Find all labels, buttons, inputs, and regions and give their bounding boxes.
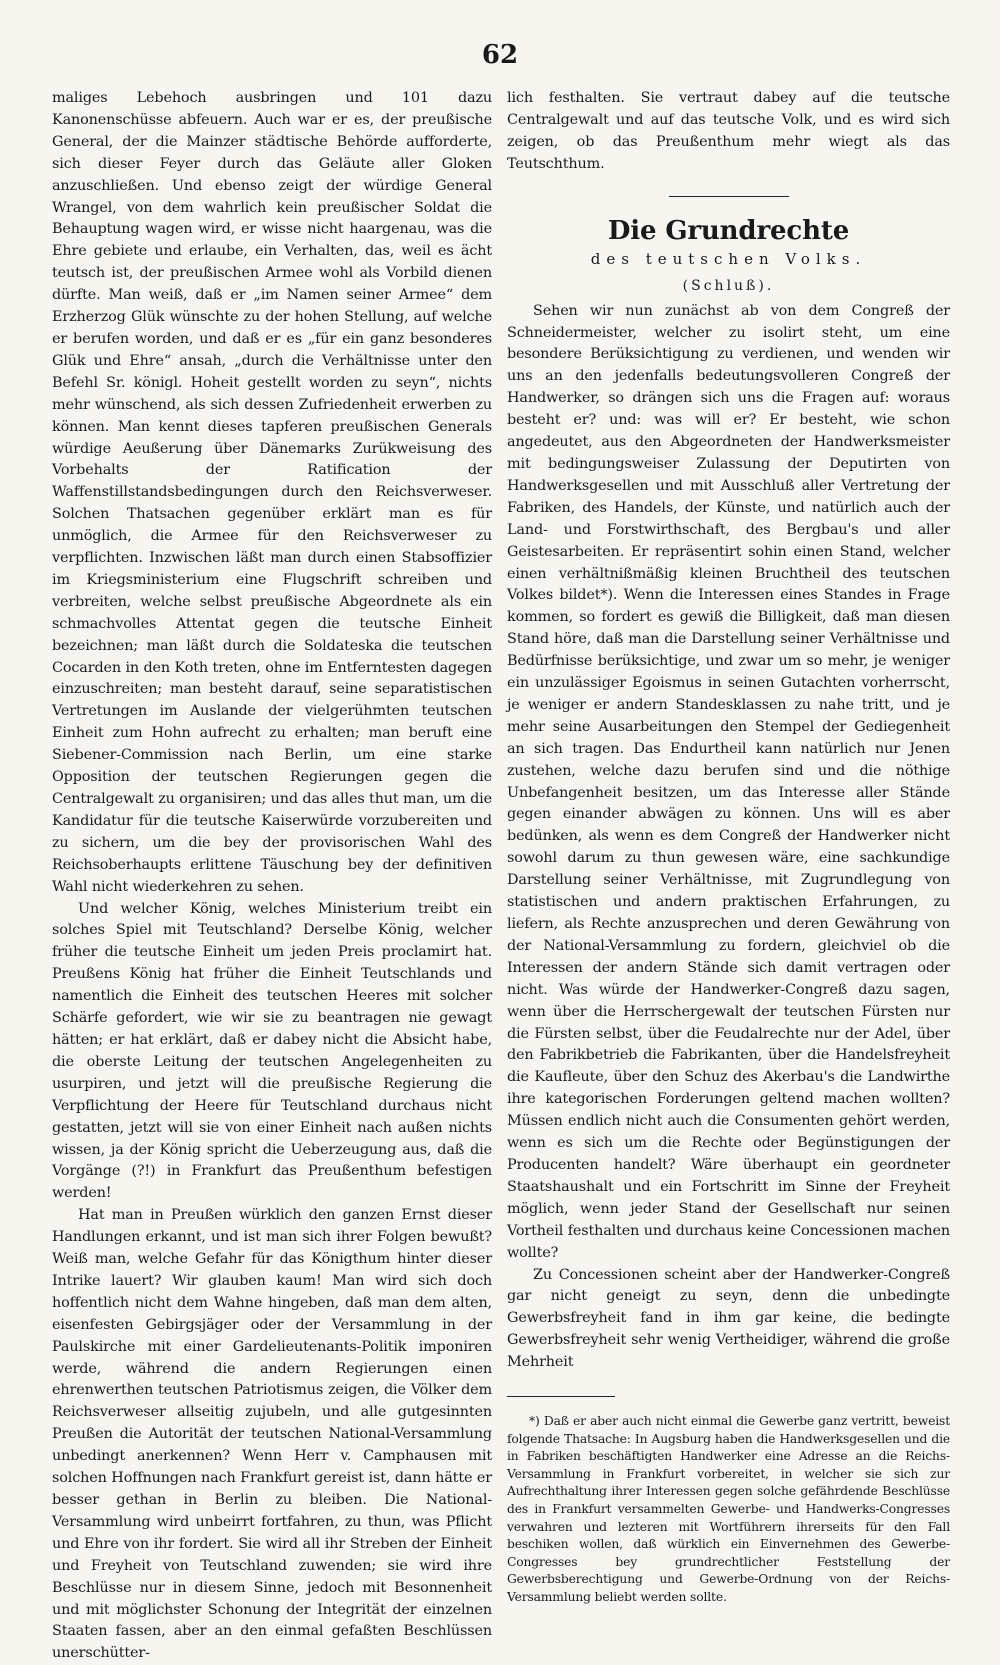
section-divider — [669, 196, 789, 197]
right-paragraph-1: Sehen wir nun zunächst ab von dem Congreß der Schneidermeister, welcher zu isolirt steht, um eine besondere Berüksichtigung zu verdienen, und wenden wir uns an den jedenfalls bedeutungsvolleren Congreß der Handwerker, so drängen sich uns die Fragen auf: woraus besteht er? und: was will er? Er besteht, wie schon angedeutet, aus den Abgeordneten der Handwerksmeister mit bedingungsweiser Zulassung der Deputirten von Handwerksgesellen und mit Ausschluß aller Vertretung der Fabriken, des Handels, der Künste, und natürlich auch der Land- und Forstwirthschaft, des Bergbau's und aller Geistesarbeiten. Er repräsentirt sohin einen Stand, welcher einen verhältnißmäßig kleinen Bruchtheil des teutschen Volkes bildet*). Wenn die Interessen eines Standes in Frage kommen, so fordert es gewiß die Billigkeit, daß man diesen Stand höre, daß man die Darstellung seiner Verhältnisse und Bedürfnisse berüksichtige, und zwar um so mehr, je weniger ein unzulässiger Egoismus in seinen Gutachten vorherrscht, je weniger er andern Standesklassen zu nahe tritt, und je mehr seine Ausarbeitungen den Stempel der Gediegenheit an sich tragen. Das Endurtheil kann natürlich nur Jenen zustehen, welche dazu berufen sind und die nöthige Unbefangenheit besitzen, um das Interesse aller Stände gegen einander abwägen zu können. Uns will es aber bedünken, als wenn es dem Congreß der Handwerker nicht sowohl darum zu thun gewesen wäre, eine sachkundige Darstellung seiner Verhältnisse, mit Zugrundlegung von statistischen und andern praktischen Erfahrungen, zu liefern, als Rechte anzusprechen und deren Gewährung von der National-Versammlung zu fordern, gleichviel ob die Interessen der andern Stände sich damit vertragen oder nicht. Was würde der Handwerker-Congreß dazu sagen, wenn über die Herrschergewalt der teutschen Fürsten nur die Fürsten selbst, über die Feudalrechte nur der Adel, über den Fabrikbetrieb die Fabrikanten, über die Handelsfreyheit die Kaufleute, über den Schuz des Akerbau's die Landwirthe ihre kategorischen Forderungen geltend machen wollten? Müssen endlich nicht auch die Consumenten gehört werden, wenn es sich um die Rechte oder Begünstigungen der Producenten handelt? Wäre überhaupt ein geordneter Staatshaushalt und ein Fortschritt im Sinne der Freyheit möglich, wenn jeder Stand der Gesellschaft nur seinen Vortheil festhalten und durchaus keine Concessionen machen wollte? — [507, 302, 950, 1261]
section-subtitle: des teutschen Volks. — [590, 249, 867, 268]
section-continuation-note: (Schluß). — [682, 277, 775, 294]
right-column — [507, 88, 950, 1607]
page-number: 62 — [481, 40, 519, 70]
left-paragraph-1: maliges Lebehoch ausbringen und 101 dazu Kanonenschüsse abfeuern. Auch war er es, der preußische General, der die Mainzer städtische Behörde aufforderte, sich dieser Feyer durch das Geläute aller Gloken anzuschließen. Und ebenso zeigt der würdige General Wrangel, von dem wahrlich kein preußischer Soldat die Behauptung wagen wird, er wisse nicht haargenau, was die Ehre gebiete und erlaube, ein Verhalten, das, weil es ächt teutsch ist, der preußischen Armee wohl als Vorbild dienen dürfte. Man weiß, daß er „im Namen seiner Armee“ dem Erzherzog Glük wünschte zu der hohen Stellung, auf welche er berufen worden, und daß er es „für ein ganz besonderes Glük und Ehre“ ansah, „durch die Verhältnisse unter den Befehl Sr. königl. Hoheit gestellt worden zu seyn“, nichts mehr wünschend, als sich dessen Zufriedenheit erwerben zu können. Man kennt dieses tapferen preußischen Generals würdige Aeußerung über Dänemarks Zurükweisung des Vorbehalts der Ratification der Waffenstillstandsbedingungen durch den Reichsverweser. Solchen Thatsachen gegenüber erklärt man es für unmöglich, die Armee für den Reichsverweser zu verpflichten. Inzwischen läßt man durch einen Stabsoffizier im Kriegsministerium eine Flugschrift schreiben und verbreiten, welche selbst preußische Abgeordnete als ein schmachvolles Attentat gegen die teutsche Einheit bezeichnen; man läßt durch die Soldateska die teutschen Cocarden in den Koth treten, ohne im Entferntesten dagegen einzuschreiten; man besteht darauf, seine separatistischen Vertretungen im Auslande der vielgerühmten teutschen Einheit zum Hohn aufrecht zu erhalten; man beruft eine Siebener-Commission nach Berlin, um eine starke Opposition der teutschen Regierungen gegen die Centralgewalt zu organisiren; und das alles thut man, um die Kandidatur für die teutsche Kaiserwürde vorzubereiten und zu sichern, um die bey der provisorischen Wahl des Reichsoberhaupts erlittene Täuschung bey der definitiven Wahl nicht wiederkehren zu sehen. — [52, 90, 492, 895]
footnote: *) Daß er aber auch nicht einmal die Gewerbe ganz vertritt, beweist folgende Thatsache: In Augsburg haben die Handwerksgesellen und die in Fabriken beschäftigten Handwerker eine Adresse an die Reichs-Versammlung in Frankfurt vorbereitet, in welcher sie sich zur Aufrechthaltung ihrer Interessen gegen solche gefährdende Beschlüsse des in Frankfurt versammelten Gewerbe- und Handwerks-Congresses verwahren und lezteren mit Wortführern ihrerseits für den Fall beschiken wollen, daß würklich ein Einvernehmen des Gewerbe-Congresses bey grundrechtlicher Feststellung der Gewerbsberechtigung und Gewerbe-Ordnung von der Reichs-Versammlung beliebt werden sollte. — [507, 1414, 950, 1604]
left-column — [52, 88, 492, 1665]
footnote-divider — [507, 1396, 615, 1397]
right-continuation: lich festhalten. Sie vertraut dabey auf die teutsche Centralgewalt und auf das teutsche Volk, und es wird sich zeigen, ob das Preußenthum mehr wiegt als das Teutschthum. — [507, 90, 950, 172]
left-paragraph-3: Hat man in Preußen würklich den ganzen Ernst dieser Handlungen erkannt, und ist man sich ihrer Folgen bewußt? Weiß man, welche Gefahr für das Königthum hinter dieser Intrike lauert? Wir glauben kaum! Man wird sich doch hoffentlich nicht dem Wahne hingeben, daß man dem alten, eisenfesten Gebirgsjäger oder der Versammlung in der Paulskirche mit einer Gardelieutenants-Politik imponiren werde, während die andern Regierungen einen ehrenwerthen teutschen Patriotismus zeigen, die Völker dem Reichsverweser allseitig zujubeln, und alle gutgesinnten Preußen die Autorität der teutschen National-Versammlung unbedingt anerkennen? Wenn Herr v. Camphausen mit solchen Hoffnungen nach Frankfurt gereist ist, dann hätte er besser gethan in Berlin zu bleiben. Die National-Versammlung wird unbeirrt fortfahren, zu thun, was Pflicht und Ehre von ihr fordert. Sie wird all ihr Streben der Einheit und Freyheit von Teutschland zuwenden; sie wird ihre Beschlüsse nur in diesem Sinne, jedoch mit Besonnenheit und mit möglichster Schonung der Integrität der einzelnen Staaten fassen, aber an den einmal gefaßten Beschlüssen unerschütter- — [52, 1207, 492, 1662]
right-paragraph-2: Zu Concessionen scheint aber der Handwerker-Congreß gar nicht geneigt zu seyn, denn die unbedingte Gewerbsfreyheit fand in ihm gar keine, die bedingte Gewerbsfreyheit sehr wenig Vertheidiger, während die große Mehrheit — [507, 1266, 950, 1371]
left-paragraph-2: Und welcher König, welches Ministerium treibt ein solches Spiel mit Teutschland? Derselbe König, welcher früher die teutsche Einheit um jeden Preis proclamirt hat. Preußens König hat früher die Einheit Teutschlands und namentlich die Einheit des teutschen Heeres mit solcher Schärfe gefordert, wie wir sie zu beantragen nie gewagt hätten; er hat erklärt, daß er dabey nicht die Absicht habe, die oberste Leitung der teutschen Angelegenheiten zu usurpiren, und jetzt will die preußische Regierung die Verpflichtung der Heere für Teutschland durchaus nicht gestatten, jetzt will sie von einer Einheit nach außen nichts wissen, ja der König spricht die Ueberzeugung aus, daß die Vorgänge (?!) in Frankfurt das Preußenthum befestigen werden! — [52, 900, 492, 1202]
section-title: Die Grundrechte — [607, 215, 850, 246]
